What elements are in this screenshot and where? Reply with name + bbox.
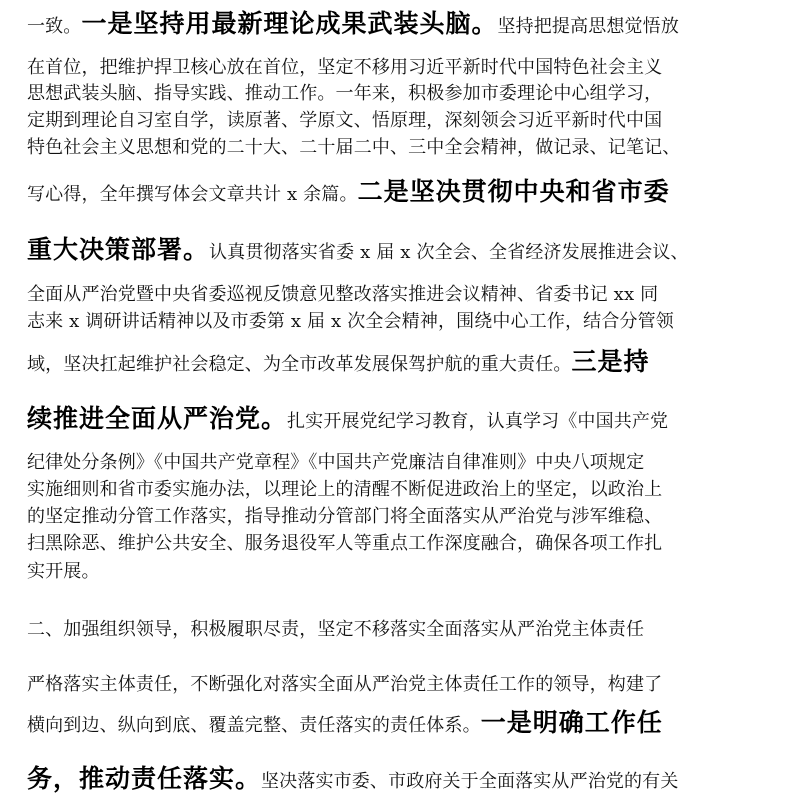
text-line — [27, 82, 662, 106]
text-line — [27, 136, 680, 160]
text-line — [27, 235, 689, 265]
section-heading-text: 二、加强组织领导，积极履职尽责，坚定不移落实全面落实从严治党主体责任 — [27, 619, 645, 640]
text-line — [27, 283, 658, 307]
text-line — [27, 451, 644, 475]
body-text: 全面从严治党暨中央省委巡视反馈意见整改落实推进会议精神、省委书记 xx 同 — [27, 284, 659, 305]
text-line — [27, 532, 662, 556]
body-text: 特色社会主义思想和党的二十大、二十届二中、三中全会精神，做记录、记笔记、 — [27, 137, 681, 158]
text-line — [27, 310, 674, 334]
body-text: 扫黑除恶、维护公共安全、服务退役军人等重点工作深度融合，确保各项工作扎 — [27, 533, 663, 554]
text-line — [27, 478, 662, 502]
subheading-text: 二是坚决贯彻中央和省市委 — [357, 177, 670, 206]
text-line — [27, 505, 662, 529]
subheading-text: 一是坚持用最新理论成果武装头脑。 — [81, 9, 498, 38]
body-text: 严格落实主体责任，不断强化对落实全面从严治党主体责任工作的领导，构建了 — [27, 674, 663, 695]
body-text: 扎实开展党纪学习教育，认真学习《中国共产党 — [287, 411, 669, 432]
text-line — [27, 673, 662, 697]
subheading-text: 三是持 — [571, 347, 650, 376]
body-text: 思想武装头脑、指导实践、推动工作。一年来，积极参加市委理论中心组学习， — [27, 83, 663, 104]
text-line — [27, 404, 669, 434]
text-line — [27, 708, 663, 738]
body-text: 域，坚决扛起维护社会稳定、为全市改革发展保驾护航的重大责任。 — [27, 354, 572, 375]
body-text: 写心得，全年撰写体会文章共计 x 余篇。 — [27, 184, 358, 205]
subheading-text: 一是明确工作任 — [480, 708, 663, 737]
body-text: 志来 x 调研讲话精神以及市委第 x 届 x 次全会精神，围绕中心工作，结合分管领 — [27, 311, 674, 332]
text-line — [27, 56, 662, 80]
body-text: 定期到理论自习室自学，读原著、学原文、悟原理，深刻领会习近平新时代中国 — [27, 110, 663, 131]
subheading-text: 务，推动责任落实。 — [27, 764, 262, 793]
text-line — [27, 177, 670, 207]
text-line — [27, 347, 650, 377]
body-text: 认真贯彻落实省委 x 届 x 次全会、全省经济发展推进会议、 — [209, 242, 689, 263]
section-heading-line — [27, 618, 644, 642]
subheading-text: 重大决策部署。 — [27, 235, 210, 264]
subheading-text: 续推进全面从严治党。 — [27, 404, 288, 433]
body-text: 坚决落实市委、市政府关于全面落实从严治党的有关 — [261, 771, 679, 792]
body-text: 横向到边、纵向到底、覆盖完整、责任落实的责任体系。 — [27, 715, 481, 736]
body-text: 实施细则和省市委实施办法，以理论上的清醒不断促进政治上的坚定，以政治上 — [27, 479, 663, 500]
body-text: 实开展。 — [27, 561, 100, 582]
body-text: 一致。 — [27, 16, 82, 37]
text-line — [27, 9, 679, 39]
body-text: 在首位，把维护捍卫核心放在首位，坚定不移用习近平新时代中国特色社会主义 — [27, 57, 663, 78]
body-text: 坚持把提高思想觉悟放 — [497, 16, 679, 37]
body-text: 纪律处分条例》《中国共产党章程》《中国共产党廉洁自律准则》中央八项规定 — [27, 452, 645, 473]
text-line — [27, 109, 662, 133]
body-text: 的坚定推动分管工作落实，指导推动分管部门将全面落实从严治党与涉军维稳、 — [27, 506, 663, 527]
text-line — [27, 764, 679, 794]
text-line — [27, 560, 100, 584]
